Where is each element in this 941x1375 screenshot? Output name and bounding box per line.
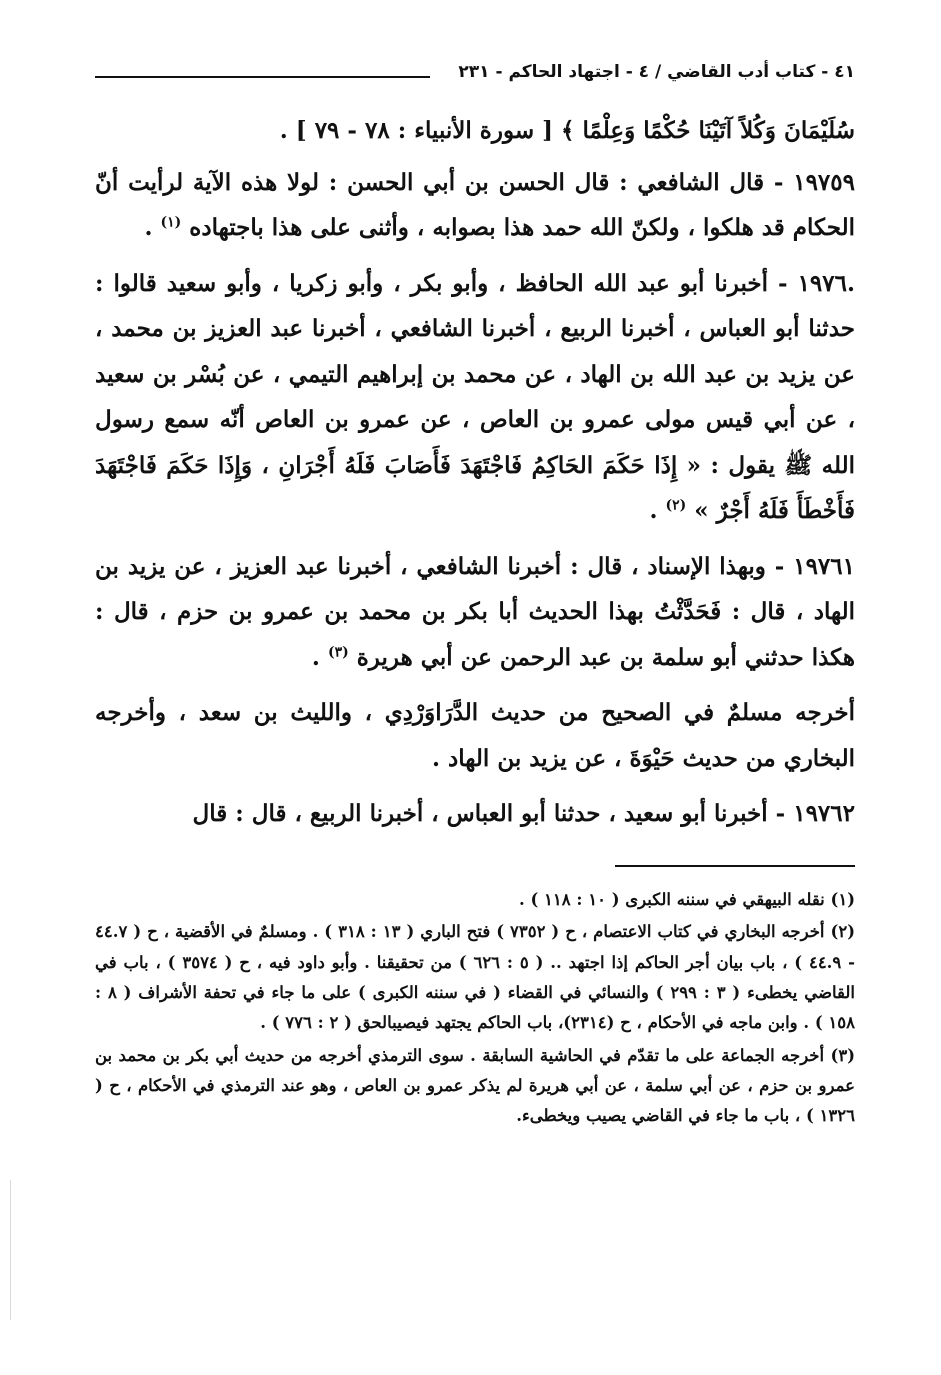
- footnotes: [95, 885, 855, 1132]
- takhrij-note: [95, 690, 855, 781]
- paragraph-tail: .: [311, 643, 328, 671]
- paragraph-text: - أخبرنا أبو سعيد ، حدثنا أبو العباس ، أخبرنا الربيع ، قال : قال: [192, 800, 794, 828]
- header-rule: [95, 76, 430, 78]
- footnote-ref-2[interactable]: (٢): [665, 497, 687, 514]
- main-text: [95, 108, 855, 837]
- hadith-number: ١٩٧٥٩: [793, 168, 855, 196]
- paragraph-text: - قال الشافعي : قال الحسن بن أبي الحسن : لولا هذه الآية لرأيت أنّ الحكام قد هلكوا ، ولكنّ الله حمد هذا بصوابه ، وأثنى على هذا باجتهاده: [95, 168, 855, 242]
- scan-edge-mark: [10, 1180, 11, 1320]
- hadith-19759: [95, 160, 855, 251]
- footnote-3: (٣) أخرجه الجماعة على ما تقدّم في الحاشية السابقة . سوى الترمذي أخرجه من حديث أبي بكر بن محمد بن عمرو بن حزم ، عن أبي سلمة ، عن أبي هريرة لم يذكر عمرو بن العاص ، وهو عند الترمذي في الأحكام ، ح ( ١٣٢٦ ) ، باب ما جاء في القاضي يصيب ويخطىء.: [95, 1045, 855, 1126]
- footnote-ref-1[interactable]: (١): [160, 214, 182, 231]
- hadith-number: ١٩٧٦١: [793, 552, 855, 580]
- book-page: [95, 50, 855, 1134]
- header-title: ٤١ - كتاب أدب القاضي / ٤ - اجتهاد الحاكم - ٢٣١: [458, 62, 855, 82]
- footnote-2: (٢) أخرجه البخاري في كتاب الاعتصام ، ح ( ٧٣٥٢ ) فتح الباري ( ١٣ : ٣١٨ ) . ومسلمٌ في الأقضية ، ح ( ٤٤.٧ - ٤٤.٩ ) ، باب بيان أجر الحاكم إذا اجتهد .. ( ٥ : ٦٢٦ ) من تحقيقنا . وأبو داود فيه ، ح ( ٣٥٧٤ ) ، باب في القاضي يخطىء ( ٣ : ٢٩٩ ) والنسائي في القضاء ( في سننه الكبرى ) على ما جاء في تحفة الأشراف ( ٨ : ١٥٨ ) . وابن ماجه في الأحكام ، ح (٢٣١٤)، باب الحاكم يجتهد فيصيبالحق ( ٢ : ٧٧٦ ) .: [95, 922, 855, 1033]
- hadith-19761: [95, 544, 855, 681]
- paragraph-tail: .: [144, 214, 161, 242]
- hadith-number: ١٩٧٦٢: [793, 800, 855, 828]
- hadith-19762: [95, 791, 855, 837]
- hadith-19760: [95, 261, 855, 534]
- running-header: [95, 50, 855, 92]
- paragraph-text: - أخبرنا أبو عبد الله الحافظ ، وأبو بكر ، وأبو زكريا ، وأبو سعيد قالوا : حدثنا أبو العباس ، أخبرنا الربيع ، أخبرنا الشافعي ، أخبرنا عبد العزيز بن محمد ، عن يزيد بن عبد الله بن الهاد ، عن محمد بن إبراهيم التيمي ، عن بُسْر بن سعيد ، عن أبي قيس مولى عمرو بن العاص ، عن عمرو بن العاص أنّه سمع رسول الله ﷺ يقول : « إِذَا حَكَمَ الحَاكِمُ فَاجْتَهَدَ فَأَصَابَ فَلَهُ أَجْرَانِ ، وَإِذَا حَكَمَ فَاجْتَهَدَ فَأَخْطَأَ فَلَهُ أَجْرٌ »: [95, 269, 855, 525]
- hadith-number: .١٩٧٦: [797, 269, 855, 297]
- footnote-1: (١) نقله البيهقي في سننه الكبرى ( ١٠ : ١١٨ ) .: [519, 889, 855, 909]
- paragraph-text: أخرجه مسلمٌ في الصحيح من حديث الدَّرَاوَرْدِي ، والليث بن سعد ، وأخرجه البخاري من حديث حَيْوَةَ ، عن يزيد بن الهاد .: [95, 699, 855, 772]
- paragraph-tail: .: [649, 497, 666, 525]
- paragraph-text: سُلَيْمَانَ وَكُلاً آتَيْنَا حُكْمًا وَعِلْمًا ﴾ [ سورة الأنبياء : ٧٨ - ٧٩ ] .: [279, 117, 855, 144]
- footnotes-rule: [615, 865, 855, 867]
- paragraph-text: - وبهذا الإسناد ، قال : أخبرنا الشافعي ، أخبرنا عبد العزيز ، عن يزيد بن الهاد ، قال : فَحَدَّثْتُ بهذا الحديث أبا بكر بن محمد بن عمرو بن حزم ، قال : هكذا حدثني أبو سلمة بن عبد الرحمن عن أبي هريرة: [95, 552, 855, 671]
- footnote-ref-3[interactable]: (٣): [327, 644, 349, 661]
- verse-continuation: [95, 108, 855, 154]
